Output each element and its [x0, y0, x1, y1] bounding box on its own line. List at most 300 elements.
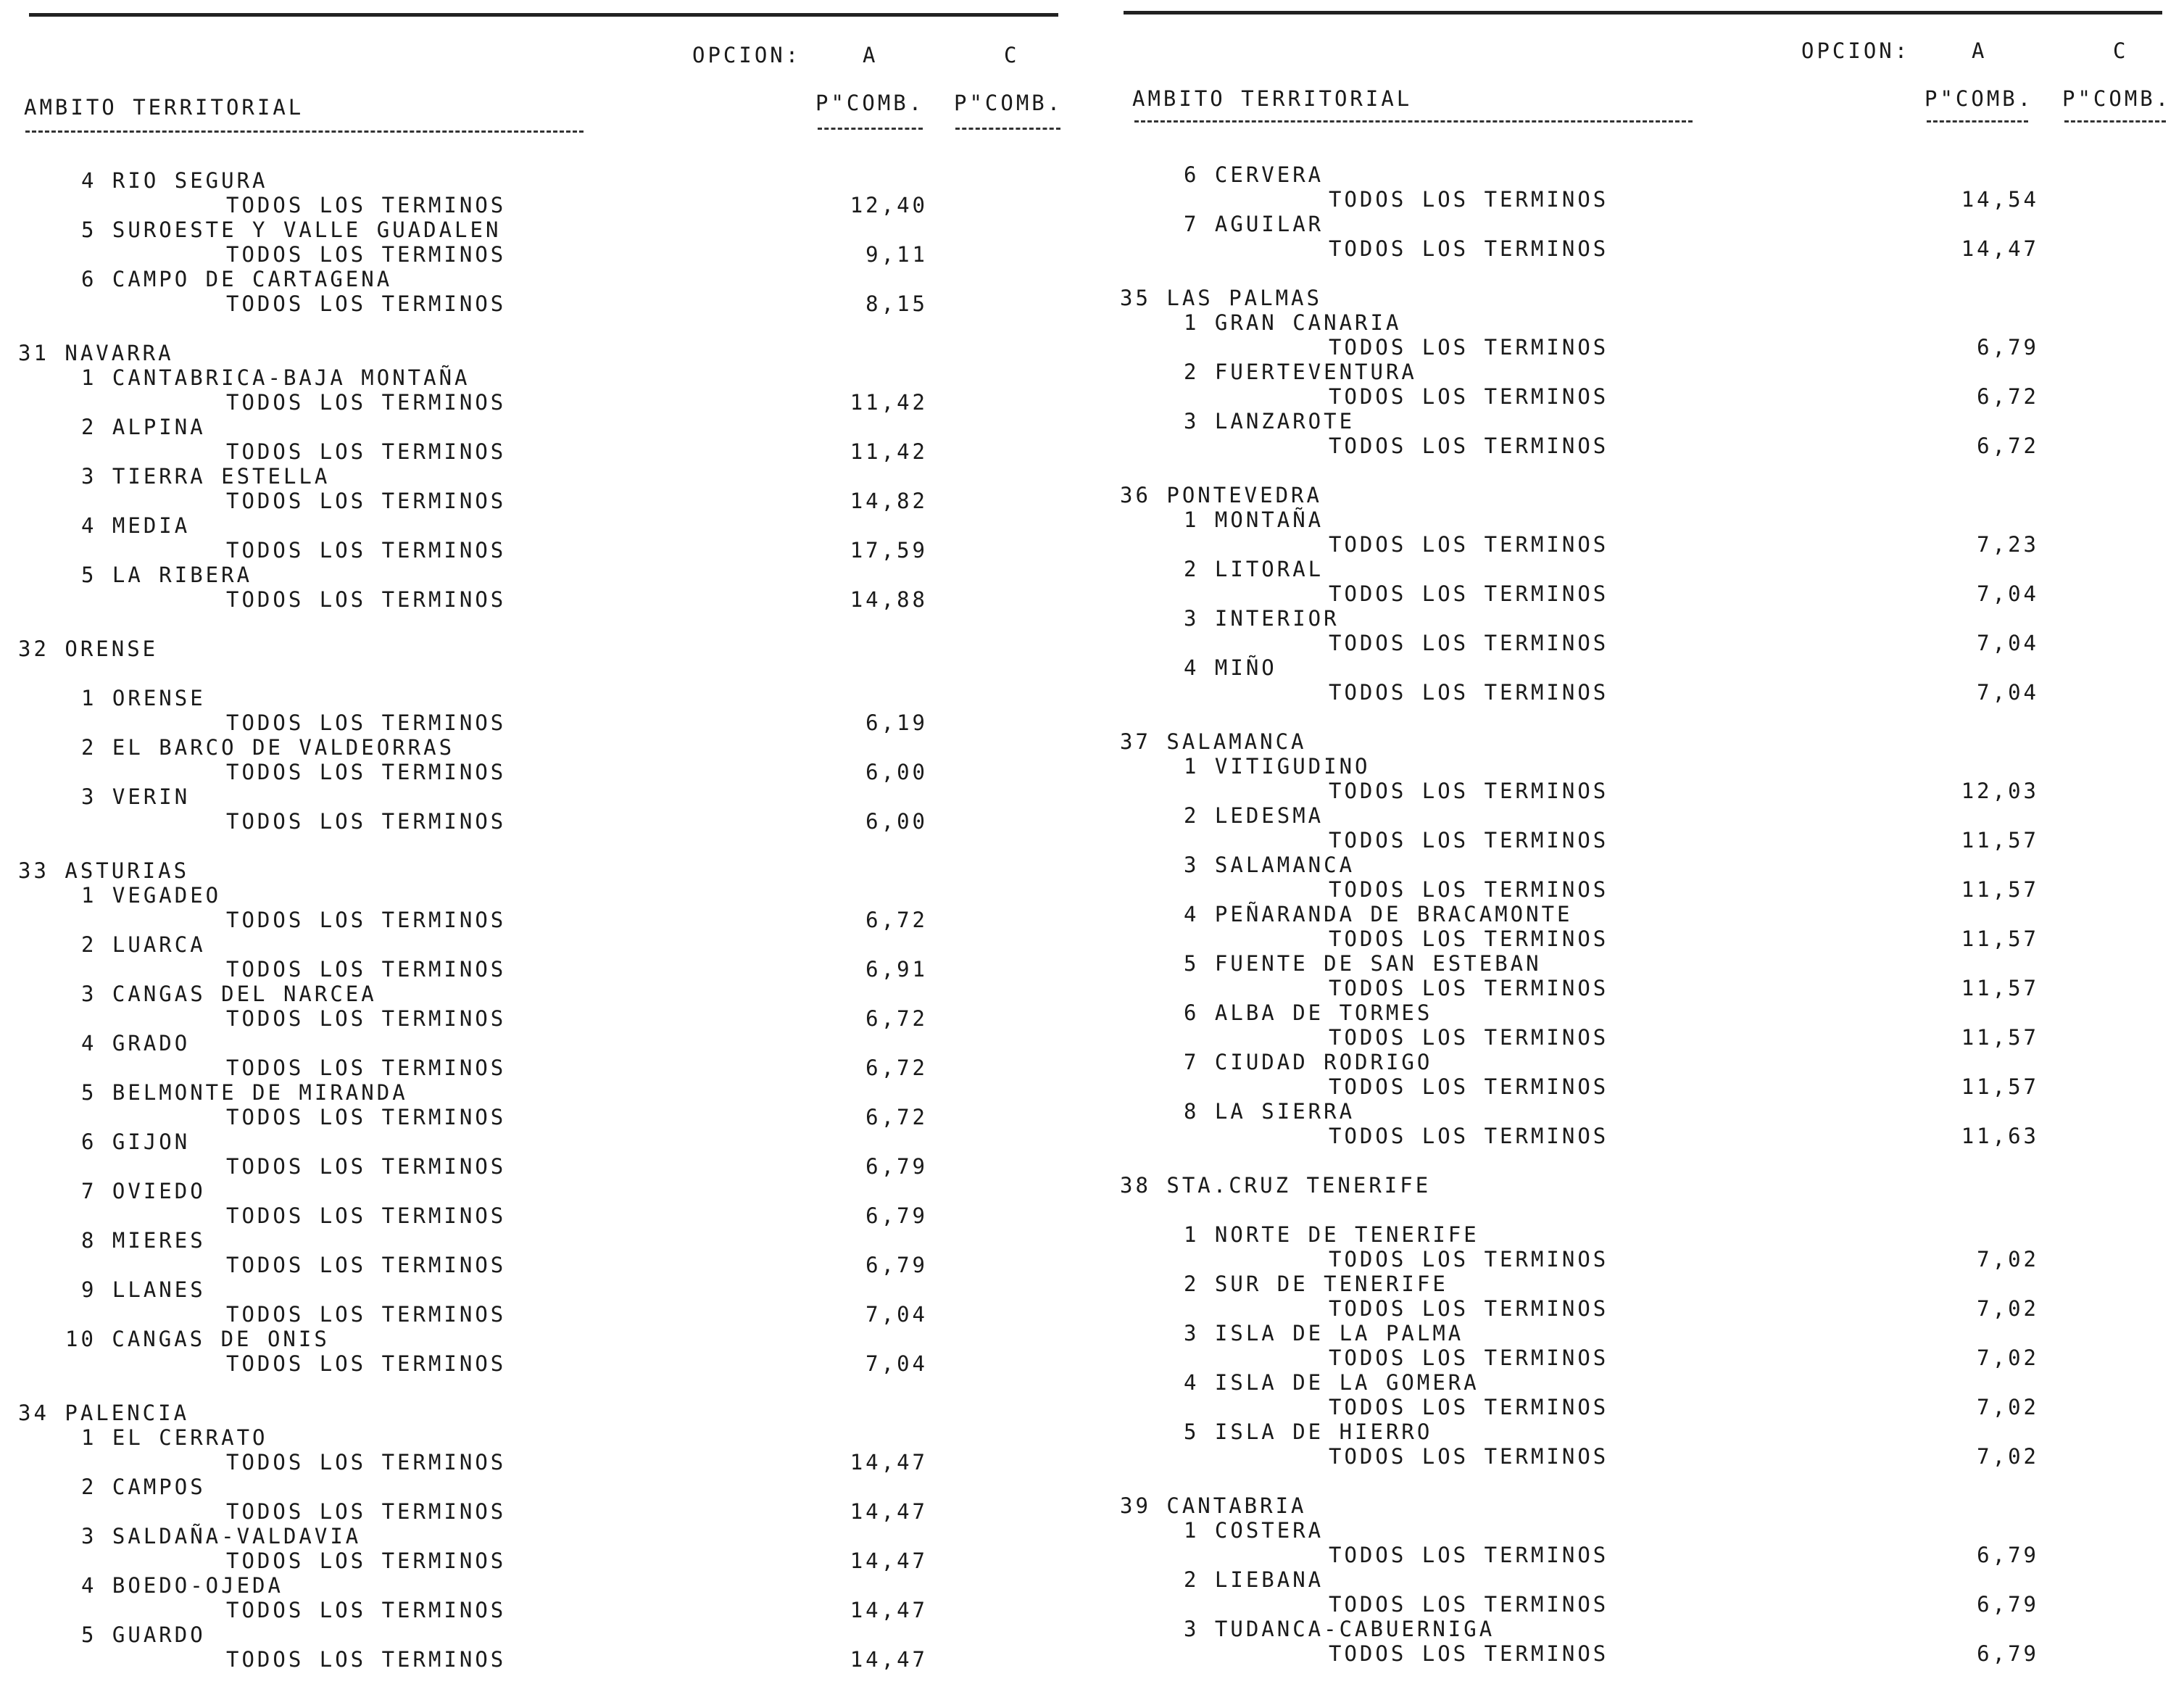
zone-row — [1095, 754, 2184, 779]
province-row — [1095, 1173, 2184, 1198]
terms-label: TODOS LOS TERMINOS — [226, 908, 507, 932]
terms-row — [0, 1351, 1080, 1376]
option-a-value: 11,42 — [850, 390, 928, 415]
zone-label: 5 SUROESTE Y VALLE GUADALEN — [81, 217, 502, 242]
zone-row — [0, 1080, 1080, 1105]
province-label: 35 LAS PALMAS — [1120, 286, 1322, 310]
zone-label: 2 ALPINA — [81, 415, 206, 439]
terms-row — [1095, 1346, 2184, 1370]
terms-row — [0, 1203, 1080, 1228]
terms-label: TODOS LOS TERMINOS — [226, 587, 507, 612]
zone-row — [0, 1277, 1080, 1302]
blank-line — [0, 1376, 1080, 1401]
zone-row — [0, 1129, 1080, 1154]
terms-row — [0, 193, 1080, 217]
zone-row — [0, 784, 1080, 809]
option-a-value: 17,59 — [850, 538, 928, 563]
zone-label: 6 ALBA DE TORMES — [1184, 1000, 1433, 1025]
zone-label: 4 GRADO — [81, 1031, 191, 1056]
option-a-value: 14,47 — [1961, 236, 2039, 261]
option-a-value: 11,57 — [1961, 976, 2039, 1000]
terms-row — [0, 1006, 1080, 1031]
terms-label: TODOS LOS TERMINOS — [226, 1450, 507, 1475]
terms-label: TODOS LOS TERMINOS — [226, 1154, 507, 1179]
province-label: 36 PONTEVEDRA — [1120, 483, 1322, 507]
terms-label: TODOS LOS TERMINOS — [226, 1499, 507, 1524]
column-a-underline — [818, 128, 923, 130]
option-a-value: 7,02 — [1977, 1247, 2039, 1272]
option-a-value: 11,57 — [1961, 1025, 2039, 1050]
terms-row — [1095, 236, 2184, 261]
top-rule — [1124, 11, 2162, 14]
terms-row — [1095, 581, 2184, 606]
zone-row — [1095, 1099, 2184, 1124]
option-a-value: 6,79 — [865, 1253, 928, 1277]
zone-label: 5 ISLA DE HIERRO — [1184, 1419, 1433, 1444]
zone-label: 7 CIUDAD RODRIGO — [1184, 1050, 1433, 1074]
province-label: 33 ASTURIAS — [18, 858, 190, 883]
option-c-label: C — [2113, 38, 2129, 63]
option-a-label: A — [1972, 38, 1988, 63]
zone-label: 4 ISLA DE LA GOMERA — [1184, 1370, 1479, 1395]
zone-row — [0, 982, 1080, 1006]
terms-row — [0, 760, 1080, 784]
terms-label: TODOS LOS TERMINOS — [226, 390, 507, 415]
terms-label: TODOS LOS TERMINOS — [1329, 1296, 1609, 1321]
terms-label: TODOS LOS TERMINOS — [1329, 384, 1609, 409]
terms-label: TODOS LOS TERMINOS — [1329, 976, 1609, 1000]
terms-label: TODOS LOS TERMINOS — [1329, 1074, 1609, 1099]
terms-row — [1095, 1296, 2184, 1321]
zone-row — [0, 1228, 1080, 1253]
option-a-value: 11,57 — [1961, 1074, 2039, 1099]
terms-row — [0, 587, 1080, 612]
terms-row — [1095, 926, 2184, 951]
column-c-underline — [955, 128, 1060, 130]
terms-row — [0, 538, 1080, 563]
zone-label: 2 CAMPOS — [81, 1475, 206, 1499]
column-a-heading: P"COMB. — [815, 91, 925, 115]
province-label: 39 CANTABRIA — [1120, 1493, 1307, 1518]
zone-label: 5 BELMONTE DE MIRANDA — [81, 1080, 408, 1105]
terms-label: TODOS LOS TERMINOS — [226, 242, 507, 267]
terms-row — [1095, 187, 2184, 212]
blank-line — [1095, 1148, 2184, 1173]
zone-row — [0, 1327, 1080, 1351]
zone-row — [1095, 1050, 2184, 1074]
zone-label: 7 AGUILAR — [1184, 212, 1324, 236]
option-a-value: 6,91 — [865, 957, 928, 982]
zone-label: 2 FUERTEVENTURA — [1184, 360, 1417, 384]
zone-label: 1 CANTABRICA-BAJA MONTAÑA — [81, 365, 470, 390]
option-a-value: 6,00 — [865, 809, 928, 834]
option-c-label: C — [1004, 43, 1020, 67]
province-row — [1095, 483, 2184, 507]
zone-row — [0, 1475, 1080, 1499]
terms-row — [0, 1647, 1080, 1672]
terms-row — [0, 809, 1080, 834]
zone-label: 4 RIO SEGURA — [81, 168, 268, 193]
zone-label: 3 ISLA DE LA PALMA — [1184, 1321, 1464, 1346]
zone-label: 2 LUARCA — [81, 932, 206, 957]
option-a-value: 7,02 — [1977, 1296, 2039, 1321]
terms-label: TODOS LOS TERMINOS — [1329, 1247, 1609, 1272]
zone-label: 10 CANGAS DE ONIS — [65, 1327, 330, 1351]
terms-label: TODOS LOS TERMINOS — [226, 439, 507, 464]
zone-label: 7 OVIEDO — [81, 1179, 206, 1203]
terms-row — [0, 242, 1080, 267]
zone-row — [1095, 557, 2184, 581]
blank-line — [1095, 1198, 2184, 1222]
zone-label: 3 INTERIOR — [1184, 606, 1340, 631]
option-a-value: 11,57 — [1961, 828, 2039, 853]
blank-line — [1095, 705, 2184, 729]
zone-label: 9 LLANES — [81, 1277, 206, 1302]
option-a-value: 7,02 — [1977, 1395, 2039, 1419]
province-row — [0, 1401, 1080, 1425]
terms-row — [0, 1154, 1080, 1179]
terms-row — [1095, 877, 2184, 902]
zone-row — [0, 1425, 1080, 1450]
terms-row — [1095, 1395, 2184, 1419]
option-a-value: 11,63 — [1961, 1124, 2039, 1148]
province-row — [1095, 286, 2184, 310]
terms-label: TODOS LOS TERMINOS — [226, 291, 507, 316]
zone-row — [1095, 1567, 2184, 1592]
province-label: 38 STA.CRUZ TENERIFE — [1120, 1173, 1432, 1198]
terms-row — [0, 710, 1080, 735]
blank-line — [1095, 1469, 2184, 1493]
option-a-value: 7,04 — [1977, 631, 2039, 655]
province-row — [1095, 1493, 2184, 1518]
option-a-value: 14,88 — [850, 587, 928, 612]
zone-row — [1095, 1419, 2184, 1444]
province-label: 32 ORENSE — [18, 637, 159, 661]
option-a-value: 6,72 — [1977, 384, 2039, 409]
terms-label: TODOS LOS TERMINOS — [1329, 680, 1609, 705]
zone-row — [0, 217, 1080, 242]
terms-label: TODOS LOS TERMINOS — [226, 1105, 507, 1129]
zone-label: 3 TIERRA ESTELLA — [81, 464, 331, 489]
terms-label: TODOS LOS TERMINOS — [226, 710, 507, 735]
right-column — [1095, 0, 2184, 1700]
terms-row — [1095, 384, 2184, 409]
terms-row — [1095, 779, 2184, 803]
zone-row — [1095, 1518, 2184, 1543]
terms-row — [0, 1302, 1080, 1327]
option-a-value: 7,04 — [1977, 680, 2039, 705]
option-a-value: 6,72 — [865, 1105, 928, 1129]
option-a-value: 7,04 — [865, 1351, 928, 1376]
terms-label: TODOS LOS TERMINOS — [1329, 187, 1609, 212]
zone-label: 1 VITIGUDINO — [1184, 754, 1371, 779]
zone-row — [0, 1031, 1080, 1056]
province-row — [0, 637, 1080, 661]
column-a-underline — [1927, 120, 2028, 123]
option-a-value: 6,72 — [865, 1056, 928, 1080]
option-a-value: 14,47 — [850, 1450, 928, 1475]
option-a-value: 7,02 — [1977, 1346, 2039, 1370]
terms-row — [0, 1548, 1080, 1573]
option-a-value: 14,47 — [850, 1647, 928, 1672]
terms-row — [0, 291, 1080, 316]
zone-label: 3 TUDANCA-CABUERNIGA — [1184, 1617, 1495, 1641]
terms-row — [1095, 631, 2184, 655]
option-a-value: 14,54 — [1961, 187, 2039, 212]
province-row — [1095, 729, 2184, 754]
zone-row — [1095, 1272, 2184, 1296]
option-a-value: 9,11 — [865, 242, 928, 267]
zone-row — [0, 464, 1080, 489]
zone-label: 6 CERVERA — [1184, 162, 1324, 187]
option-a-value: 11,57 — [1961, 877, 2039, 902]
terms-row — [1095, 828, 2184, 853]
terms-label: TODOS LOS TERMINOS — [1329, 1124, 1609, 1148]
zone-row — [0, 168, 1080, 193]
zone-label: 4 BOEDO-OJEDA — [81, 1573, 283, 1598]
terms-label: TODOS LOS TERMINOS — [1329, 1592, 1609, 1617]
zone-label: 1 VEGADEO — [81, 883, 222, 908]
terms-label: TODOS LOS TERMINOS — [1329, 1025, 1609, 1050]
opcion-label: OPCION: — [1801, 38, 1911, 63]
top-rule — [29, 13, 1058, 17]
zone-label: 1 EL CERRATO — [81, 1425, 268, 1450]
zone-row — [1095, 409, 2184, 434]
terms-row — [1095, 1444, 2184, 1469]
terms-label: TODOS LOS TERMINOS — [1329, 335, 1609, 360]
terms-label: TODOS LOS TERMINOS — [226, 1647, 507, 1672]
zone-label: 4 PEÑARANDA DE BRACAMONTE — [1184, 902, 1573, 926]
option-a-value: 6,79 — [1977, 1592, 2039, 1617]
terms-label: TODOS LOS TERMINOS — [1329, 631, 1609, 655]
terms-label: TODOS LOS TERMINOS — [1329, 1641, 1609, 1666]
terms-label: TODOS LOS TERMINOS — [1329, 877, 1609, 902]
blank-line — [1095, 458, 2184, 483]
zone-row — [0, 932, 1080, 957]
option-a-value: 6,79 — [865, 1154, 928, 1179]
option-a-value: 11,42 — [850, 439, 928, 464]
option-a-value: 7,02 — [1977, 1444, 2039, 1469]
province-label: 37 SALAMANCA — [1120, 729, 1307, 754]
zone-row — [1095, 162, 2184, 187]
zone-row — [0, 1179, 1080, 1203]
blank-line — [0, 316, 1080, 341]
terms-row — [0, 489, 1080, 513]
terms-row — [1095, 1074, 2184, 1099]
terms-label: TODOS LOS TERMINOS — [226, 1548, 507, 1573]
option-a-value: 12,03 — [1961, 779, 2039, 803]
blank-line — [1095, 261, 2184, 286]
terms-label: TODOS LOS TERMINOS — [226, 1253, 507, 1277]
zone-row — [0, 686, 1080, 710]
column-c-underline — [2064, 120, 2166, 123]
terms-label: TODOS LOS TERMINOS — [226, 760, 507, 784]
terms-row — [0, 957, 1080, 982]
zone-row — [1095, 951, 2184, 976]
option-a-value: 12,40 — [850, 193, 928, 217]
zone-label: 1 ORENSE — [81, 686, 206, 710]
option-a-value: 14,47 — [850, 1499, 928, 1524]
zone-row — [0, 735, 1080, 760]
terms-label: TODOS LOS TERMINOS — [1329, 828, 1609, 853]
zone-row — [0, 513, 1080, 538]
zone-row — [0, 415, 1080, 439]
terms-label: TODOS LOS TERMINOS — [226, 809, 507, 834]
province-row — [0, 858, 1080, 883]
terms-row — [0, 1450, 1080, 1475]
terms-row — [0, 1056, 1080, 1080]
terms-row — [1095, 434, 2184, 458]
zone-label: 2 LIEBANA — [1184, 1567, 1324, 1592]
zone-row — [0, 365, 1080, 390]
zone-row — [1095, 360, 2184, 384]
zone-row — [0, 1573, 1080, 1598]
zone-label: 1 MONTAÑA — [1184, 507, 1324, 532]
option-a-label: A — [863, 43, 879, 67]
terms-label: TODOS LOS TERMINOS — [226, 193, 507, 217]
zone-label: 2 LITORAL — [1184, 557, 1324, 581]
option-a-value: 6,72 — [865, 908, 928, 932]
zone-row — [0, 1524, 1080, 1548]
zone-label: 6 CAMPO DE CARTAGENA — [81, 267, 393, 291]
option-a-value: 6,72 — [1977, 434, 2039, 458]
zone-row — [0, 1622, 1080, 1647]
terms-label: TODOS LOS TERMINOS — [1329, 779, 1609, 803]
terms-row — [1095, 335, 2184, 360]
zone-row — [1095, 655, 2184, 680]
blank-line — [0, 661, 1080, 686]
zone-row — [0, 267, 1080, 291]
terms-row — [0, 1499, 1080, 1524]
zone-label: 3 VERIN — [81, 784, 191, 809]
terms-label: TODOS LOS TERMINOS — [226, 1351, 507, 1376]
terms-row — [1095, 1124, 2184, 1148]
ambito-territorial-heading: AMBITO TERRITORIAL — [24, 95, 304, 120]
option-a-value: 14,47 — [850, 1598, 928, 1622]
terms-row — [1095, 680, 2184, 705]
option-a-value: 6,79 — [1977, 1543, 2039, 1567]
zone-label: 4 MIÑO — [1184, 655, 1277, 680]
zone-label: 2 LEDESMA — [1184, 803, 1324, 828]
zone-label: 6 GIJON — [81, 1129, 191, 1154]
terms-label: TODOS LOS TERMINOS — [1329, 434, 1609, 458]
left-column — [0, 0, 1080, 1700]
zone-label: 2 EL BARCO DE VALDEORRAS — [81, 735, 455, 760]
terms-row — [0, 1105, 1080, 1129]
province-label: 31 NAVARRA — [18, 341, 174, 365]
zone-label: 5 FUENTE DE SAN ESTEBAN — [1184, 951, 1542, 976]
option-a-value: 8,15 — [865, 291, 928, 316]
zone-row — [1095, 803, 2184, 828]
terms-row — [1095, 1247, 2184, 1272]
province-label: 34 PALENCIA — [18, 1401, 190, 1425]
terms-row — [1095, 532, 2184, 557]
zone-label: 2 SUR DE TENERIFE — [1184, 1272, 1448, 1296]
terms-label: TODOS LOS TERMINOS — [1329, 1543, 1609, 1567]
terms-label: TODOS LOS TERMINOS — [226, 1598, 507, 1622]
zone-label: 1 COSTERA — [1184, 1518, 1324, 1543]
option-a-value: 6,79 — [865, 1203, 928, 1228]
ambito-underline — [25, 130, 584, 133]
terms-label: TODOS LOS TERMINOS — [1329, 1346, 1609, 1370]
zone-label: 3 SALDAÑA-VALDAVIA — [81, 1524, 362, 1548]
column-c-heading: P"COMB. — [2062, 86, 2172, 111]
opcion-label: OPCION: — [692, 43, 802, 67]
terms-row — [0, 1253, 1080, 1277]
zone-row — [1095, 853, 2184, 877]
ambito-territorial-heading: AMBITO TERRITORIAL — [1132, 86, 1413, 111]
option-a-value: 14,47 — [850, 1548, 928, 1573]
province-row — [0, 341, 1080, 365]
zone-row — [1095, 606, 2184, 631]
terms-row — [1095, 1641, 2184, 1666]
option-a-value: 6,72 — [865, 1006, 928, 1031]
zone-label: 4 MEDIA — [81, 513, 191, 538]
zone-row — [0, 883, 1080, 908]
zone-label: 3 LANZAROTE — [1184, 409, 1355, 434]
blank-line — [0, 834, 1080, 858]
zone-label: 3 SALAMANCA — [1184, 853, 1355, 877]
zone-label: 1 GRAN CANARIA — [1184, 310, 1402, 335]
terms-label: TODOS LOS TERMINOS — [226, 1006, 507, 1031]
zone-label: 1 NORTE DE TENERIFE — [1184, 1222, 1479, 1247]
terms-label: TODOS LOS TERMINOS — [1329, 1444, 1609, 1469]
zone-row — [1095, 1321, 2184, 1346]
column-c-heading: P"COMB. — [954, 91, 1063, 115]
zone-row — [1095, 310, 2184, 335]
option-a-value: 7,04 — [865, 1302, 928, 1327]
option-a-value: 6,79 — [1977, 335, 2039, 360]
column-a-heading: P"COMB. — [1925, 86, 2034, 111]
terms-row — [1095, 1025, 2184, 1050]
terms-label: TODOS LOS TERMINOS — [1329, 581, 1609, 606]
zone-label: 8 MIERES — [81, 1228, 206, 1253]
zone-label: 5 LA RIBERA — [81, 563, 253, 587]
terms-label: TODOS LOS TERMINOS — [226, 1302, 507, 1327]
zone-row — [1095, 1370, 2184, 1395]
zone-row — [1095, 1222, 2184, 1247]
option-a-value: 6,19 — [865, 710, 928, 735]
terms-label: TODOS LOS TERMINOS — [226, 957, 507, 982]
terms-row — [1095, 1543, 2184, 1567]
zone-row — [1095, 902, 2184, 926]
blank-line — [0, 612, 1080, 637]
ambito-underline — [1134, 120, 1693, 123]
option-a-value: 7,04 — [1977, 581, 2039, 606]
terms-label: TODOS LOS TERMINOS — [1329, 1395, 1609, 1419]
terms-label: TODOS LOS TERMINOS — [226, 489, 507, 513]
zone-label: 8 LA SIERRA — [1184, 1099, 1355, 1124]
zone-label: 5 GUARDO — [81, 1622, 206, 1647]
terms-label: TODOS LOS TERMINOS — [1329, 532, 1609, 557]
zone-row — [1095, 1000, 2184, 1025]
zone-row — [1095, 507, 2184, 532]
terms-row — [0, 390, 1080, 415]
zone-label: 3 CANGAS DEL NARCEA — [81, 982, 377, 1006]
terms-row — [0, 439, 1080, 464]
terms-row — [0, 908, 1080, 932]
option-a-value: 6,00 — [865, 760, 928, 784]
terms-label: TODOS LOS TERMINOS — [1329, 926, 1609, 951]
terms-row — [1095, 976, 2184, 1000]
option-a-value: 14,82 — [850, 489, 928, 513]
zone-row — [1095, 212, 2184, 236]
terms-label: TODOS LOS TERMINOS — [226, 1056, 507, 1080]
terms-row — [0, 1598, 1080, 1622]
option-a-value: 7,23 — [1977, 532, 2039, 557]
terms-label: TODOS LOS TERMINOS — [226, 1203, 507, 1228]
zone-row — [0, 563, 1080, 587]
